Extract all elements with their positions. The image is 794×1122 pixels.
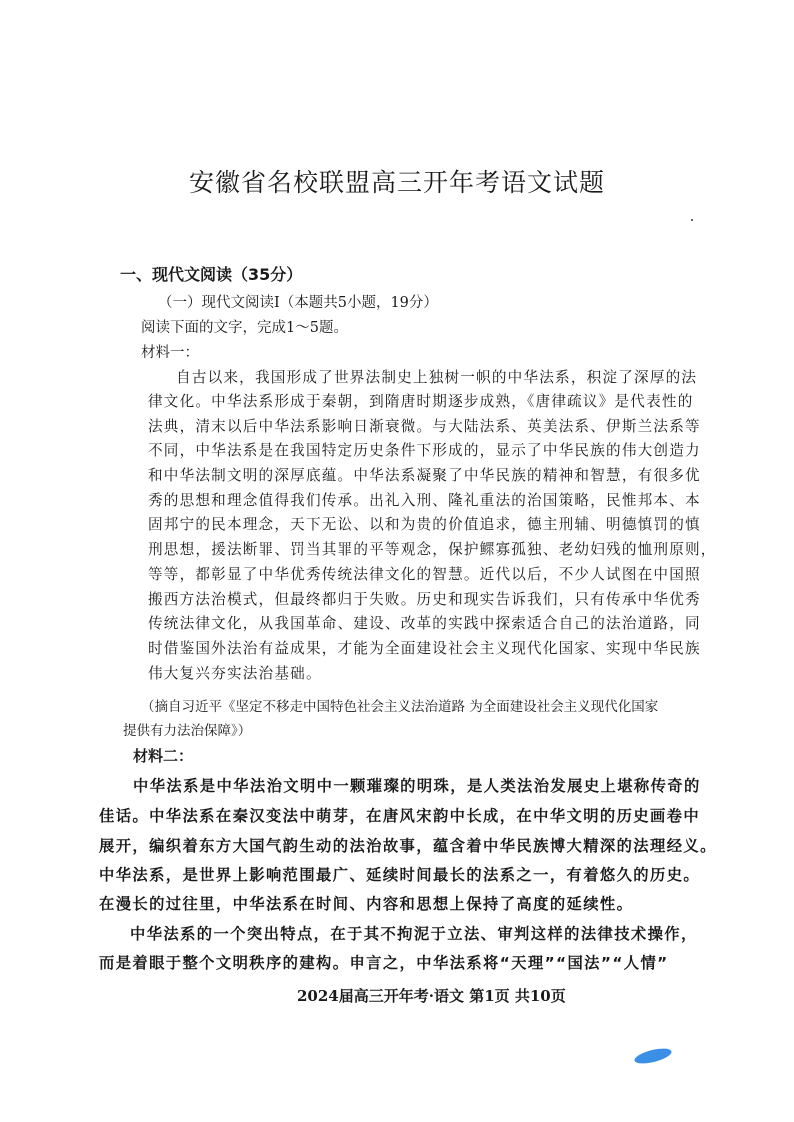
section-heading: 一、现代文阅读（35分） xyxy=(120,265,303,284)
material1-line: 固邦宁的民本理念，天下无讼、以和为贵的价值追求，德主刑辅、明德慎罚的慎 xyxy=(148,516,701,533)
material1-line: 刑思想，援法断罪、罚当其罪的平等观念，保护鳏寡孤独、老幼妇残的恤刑原则， xyxy=(148,541,717,558)
material1-line: 自古以来，我国形成了世界法制史上独树一帜的中华法系，积淀了深厚的法 xyxy=(176,369,698,386)
subsection-heading: （一）现代文阅读Ⅰ（本题共5小题，19分） xyxy=(158,295,438,311)
material2-line: 在漫长的过往里，中华法系在时间、内容和思想上保持了高度的延续性。 xyxy=(99,895,634,913)
material2-line: 佳话。中华法系在秦汉变法中萌芽，在唐风宋韵中长成，在中华文明的历史画卷中 xyxy=(99,807,701,825)
material2-line: 中华法系，是世界上影响范围最广、延续时间最长的法系之一，有着悠久的历史。 xyxy=(99,866,701,884)
instruction: 阅读下面的文字，完成1～5题。 xyxy=(141,320,348,336)
material1-label: 材料一： xyxy=(141,345,199,361)
citation-line: （摘自习近平《坚定不移走中国特色社会主义法治道路 为全面建设社会主义现代化国家 xyxy=(141,699,659,715)
blue-ink-mark xyxy=(633,1046,673,1067)
material2-line: 中华法系的一个突出特点，在于其不拘泥于立法、审判这样的法律技术操作， xyxy=(130,925,698,943)
citation-line: 提供有力法治保障》） xyxy=(123,723,252,739)
material1-line: 时借鉴国外法治有益成果，才能为全面建设社会主义现代化国家、实现中华民族 xyxy=(148,640,701,657)
material1-line: 律文化。中华法系形成于秦朝，到隋唐时期逐步成熟，《唐律疏议》是代表性的 xyxy=(148,393,694,410)
page-footer: 2024届高三开年考·语文 第1页 共10页 xyxy=(297,987,566,1005)
material2-label: 材料二： xyxy=(133,747,194,765)
material2-line: 展开，编织着东方大国气韵生动的法治故事，蕴含着中华民族博大精深的法理经义。 xyxy=(99,837,717,855)
material2-line: 而是着眼于整个文明秩序的建构。申言之，中华法系将“天理”“国法”“人情” xyxy=(99,954,669,972)
material2-line: 中华法系是中华法治文明中一颗璀璨的明珠，是人类法治发展史上堪称传奇的 xyxy=(133,777,701,795)
material1-line: 等等，都彰显了中华优秀传统法律文化的智慧。近代以后，不少人试图在中国照 xyxy=(148,566,701,583)
scan-speck xyxy=(691,219,693,221)
material1-line: 和中华法制文明的深厚底蕴。中华法系凝聚了中华民族的精神和智慧，有很多优 xyxy=(148,467,701,484)
page-title: 安徽省名校联盟高三开年考语文试题 xyxy=(188,168,605,197)
material1-line: 不同，中华法系是在我国特定历史条件下形成的，显示了中华民族的伟大创造力 xyxy=(148,442,701,459)
material1-line: 传统法律文化，从我国革命、建设、改革的实践中探索适合自己的法治道路，同 xyxy=(148,615,701,632)
material1-line: 秀的思想和理念值得我们传承。出礼入刑、隆礼重法的治国策略，民惟邦本、本 xyxy=(148,492,701,509)
material1-line: 搬西方法治模式，但最终都归于失败。历史和现实告诉我们，只有传承中华优秀 xyxy=(148,591,701,608)
material1-line: 伟大复兴夯实法治基础。 xyxy=(148,665,322,682)
material1-line: 法典，清末以后中华法系影响日渐衰微。与大陆法系、英美法系、伊斯兰法系等 xyxy=(148,418,701,435)
